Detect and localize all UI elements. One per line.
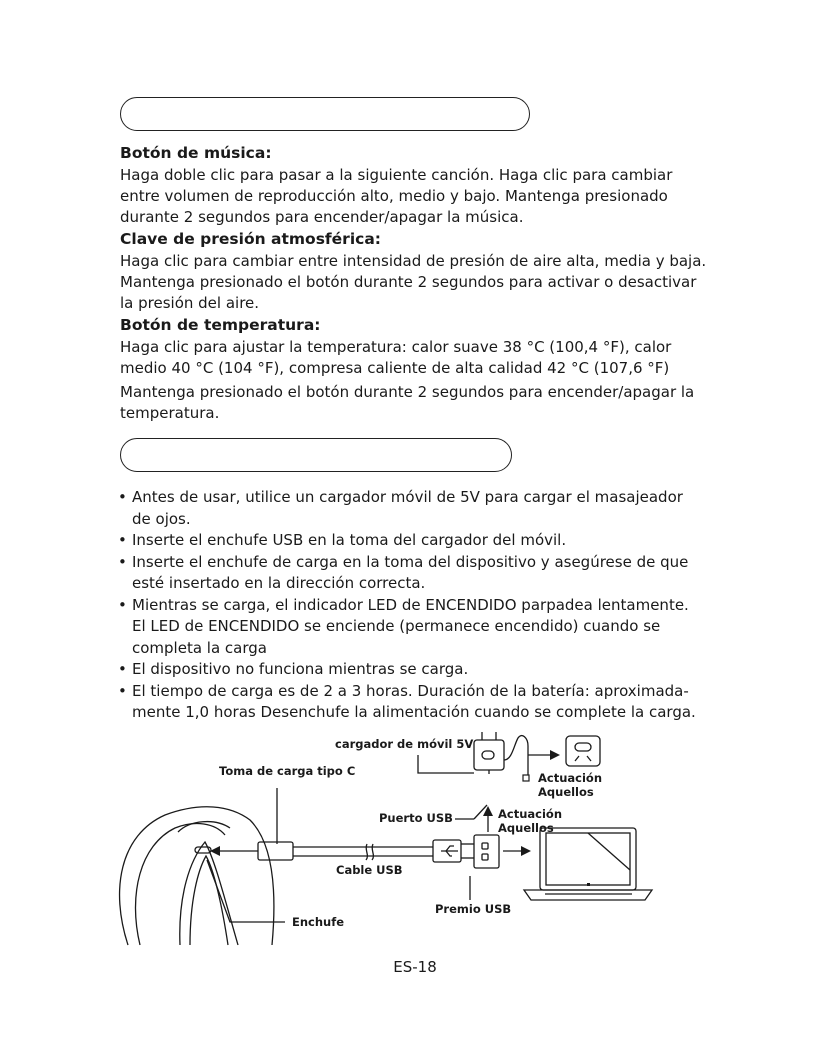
usb-plug-label: Premio USB [435,902,512,916]
eye-mask-outline [120,807,274,945]
bullet-line: El LED de ENCENDIDO se enciende (permanece encendido) cuando se [132,617,661,635]
bullet-line: Antes de usar, utilice un cargador móvil de 5V para cargar el masajeador [132,488,683,506]
temperature-text [120,337,720,379]
pressure-line-1: Haga clic para cambiar entre intensidad de presión de aire alta, media y baja. [120,252,707,270]
temperature-line-3: Mantenga presionado el botón durante 2 segundos para encender/apagar la [120,383,695,401]
plug-label: Enchufe [292,915,345,929]
air-pressure-heading: Clave de presión atmosférica: [120,230,381,248]
music-line-2: entre volumen de reproducción alto, medio y bajo. Mantenga presionado [120,187,668,205]
charging-instructions-list [118,487,718,724]
temperature-line-1: Haga clic para ajustar la temperatura: calor suave 38 °C (100,4 °F), calor [120,338,672,356]
music-line-1: Haga doble clic para pasar a la siguiente canción. Haga clic para cambiar [120,166,673,184]
bullet-line: esté insertado en la dirección correcta. [132,574,426,592]
charger-body [474,740,504,770]
those-label-1: Aquellos [538,785,594,799]
page-number: ES-18 [393,958,437,976]
section-header-box-1 [120,97,530,131]
bullet-line: mente 1,0 horas Desenchufe la alimentación cuando se complete la carga. [132,703,696,721]
actuation-label-1: Actuación [538,771,603,785]
laptop-screen [540,828,636,890]
list-item [118,530,718,552]
air-pressure-text [120,251,720,314]
section-header-box-2 [120,438,512,472]
music-button-heading: Botón de música: [120,144,272,162]
bullet-dot: • [118,660,127,678]
temperature-line-4: temperatura. [120,404,220,422]
list-item [118,552,718,595]
bullet-line: Mientras se carga, el indicador LED de ENCENDIDO parpadea lentamente. [132,595,689,614]
list-item [118,681,718,724]
list-item [118,595,718,660]
bullet-line: El tiempo de carga es de 2 a 3 horas. Duración de la batería: aproximada- [132,681,689,700]
bullet-line: completa la carga [132,638,267,657]
bullet-dot: • [118,595,127,614]
bullet-line: de ojos. [132,509,191,528]
pressure-line-2: Mantenga presionado el botón durante 2 segundos para activar o desactivar [120,273,697,291]
bullet-line: Inserte el enchufe de carga en la toma del dispositivo y asegúrese de que [132,552,689,571]
actuation-label-2: Actuación [498,807,563,821]
music-button-text [120,165,720,228]
usb-cable-label: Cable USB [336,863,403,877]
bullet-dot: • [118,531,127,549]
temperature-line-2: medio 40 °C (104 °F), compresa caliente de alta calidad 42 °C (107,6 °F) [120,359,670,377]
bullet-line: Inserte el enchufe USB en la toma del cargador del móvil. [132,531,567,549]
bullet-line: El dispositivo no funciona mientras se carga. [132,660,469,678]
bullet-dot: • [118,488,127,506]
bullet-dot: • [118,552,127,571]
pressure-line-3: la presión del aire. [120,294,260,312]
music-line-3: durante 2 segundos para encender/apagar la música. [120,208,524,226]
temperature-heading: Botón de temperatura: [120,316,321,334]
temperature-text-2 [120,382,720,424]
list-item [118,487,718,530]
usb-port-label: Puerto USB [379,811,453,825]
type-c-label: Toma de carga tipo C [219,764,356,778]
charging-diagram [0,720,830,955]
bullet-dot: • [118,681,127,700]
those-label-2: Aquellos [498,821,554,835]
type-c-plug [258,842,293,860]
charger-label: cargador de móvil 5V [335,737,474,751]
list-item [118,659,718,681]
